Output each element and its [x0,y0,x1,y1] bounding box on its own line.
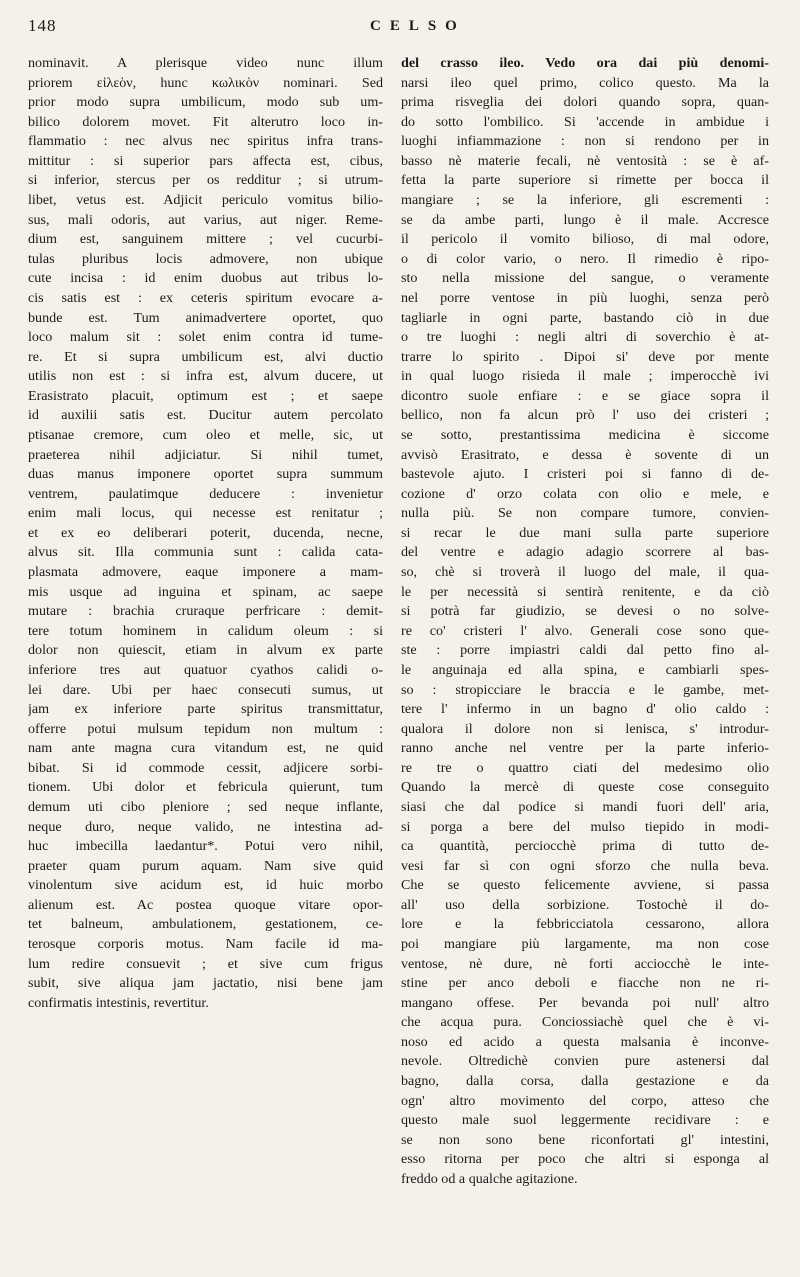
italian-text-line: si porga a bere del mulso tiepido in modi- [401,818,769,835]
italian-text-line: so, chè si troverà il luogo del male, il qua- [401,564,769,581]
italian-text-line: tere l' infermo in un bagno d' olio caldo : [401,701,769,718]
italian-text-line: nevole. Oltredichè convien pure astenersi dal [401,1053,769,1070]
latin-text-line: tere totum hominem in calidum oleum : si [28,622,383,639]
italian-text-line: all' uso della sorbizione. Tostochè il do- [401,896,769,913]
page-header [28,14,772,44]
latin-text-line: neque duro, neque valido, ne intestina ad- [28,818,383,835]
italian-text-line: do sotto l'ombilico. Si 'accende in ambidue i [401,113,769,130]
italian-text-line: re tre o quattro ciati del medesimo olio [401,759,769,776]
italian-text-line: narsi ileo quel primo, colico questo. Ma la [401,74,769,91]
italian-text-line: si recar le due mani sulla parte superiore [401,524,769,541]
latin-text-line: praeter quam purum aquam. Nam sive quid [28,857,383,874]
italian-text-line: le per necessità si sentirà renitente, e da ciò [401,583,769,600]
italian-text-line: nulla più. Se non compare tumore, convien- [401,505,769,522]
latin-text-line: Erasistrato placuit, optimum est ; et saepe [28,387,383,404]
latin-text-line: confirmatis intestinis, revertitur. [28,994,209,1011]
italian-text-line: ste : porre impiastri caldi dal petto fino al- [401,642,769,659]
italian-text-line: che acqua pura. Conciossiachè quel che è vi- [401,1014,769,1031]
italian-text-line: bastevole ajuto. I cristeri poi si fanno di de- [401,466,769,483]
italian-text-line: noso ed acido a questa malsania è inconve- [401,1033,769,1050]
latin-text-line: demum uti cibo pleniore ; sed neque inflante, [28,798,383,815]
italian-text-line: il pericolo il vomito bilioso, di mal odore, [401,231,769,248]
italian-text-line: mangiare ; se la inferiore, gli escrementi : [401,192,769,209]
latin-text-column [28,54,383,1013]
italian-text-line: se da ambe parti, lungo è il male. Accresce [401,211,769,228]
italian-text-line: so : stropicciare le braccia e le gambe, met- [401,681,769,698]
italian-text-line: lore e la febbricciatola cessarono, allora [401,916,769,933]
running-head: CELSO [370,18,466,34]
latin-text-line: si inferior, stercus per os redditur ; si utrum- [28,172,383,189]
latin-text-line: priorem εἰλεὸν, hunc κωλικὸν nominari. Sed [28,74,383,91]
latin-text-line: mis usque ad inguina et spinam, ac saepe [28,583,383,600]
latin-text-line: sus, mali odoris, aut varius, aut niger. Reme- [28,211,383,228]
latin-text-line: dolor non quiescit, etiam in alvum ex parte [28,642,383,659]
latin-text-line: ventrem, paulatimque deducere : invenietur [28,485,383,502]
italian-text-line: cozione d' orzo colata con olio e mele, e [401,485,769,502]
latin-text-line: inferiore tres aut quatuor cyathos calidi o- [28,661,383,678]
italian-text-line: Che se questo felicemente avviene, si passa [401,877,769,894]
latin-text-line: nam ante magna cura vitandum est, ne quid [28,740,383,757]
latin-text-line: tulas pluribus locis admovere, non ubique [28,250,383,267]
latin-text-line: utilis non est : si infra est, alvum ducere, ut [28,368,383,385]
latin-text-line: mutare : brachia cruraque perfricare : demit- [28,603,383,620]
latin-text-line: jam ex inferiore parte spiritus transmittatur, [28,701,383,718]
italian-text-line: ogn' altro movimento del corpo, atteso che [401,1092,769,1109]
italian-text-line: fetta la parte superiore si rimette per bocca il [401,172,769,189]
latin-text-line: nominavit. A plerisque video nunc illum [28,55,383,71]
italian-text-line: freddo od a qualche agitazione. [401,1170,578,1187]
latin-text-line: vinolentum sive acidum est, id huic morbo [28,877,383,894]
italian-text-line: si potrà far giudizio, se devesi o no solve- [401,603,769,620]
latin-text-line: flammatio : nec alvus nec spiritus infra trans- [28,133,383,150]
latin-text-line: duas manus imponere oportet supra summum [28,466,383,483]
italian-text-line: sto nella missione del sangue, o veramente [401,270,769,287]
latin-text-line: plasmata admovere, eaque imponere a mam- [28,564,383,581]
italian-text-line: poi mangiare più largamente, ma non cose [401,936,769,953]
page-number: 148 [28,16,57,35]
latin-text-line: praeterea nihil adjiciatur. Si nihil tumet, [28,446,383,463]
latin-text-line: offerre potui mulsum tepidum non multum : [28,720,383,737]
italian-text-line: re co' cristeri l' alvo. Generali cose sono que- [401,622,769,639]
italian-text-line: in qual luogo risieda il male ; imperocchè ivi [401,368,769,385]
italian-text-line: siasi che dal podice si mandi fuori dell' aria, [401,798,769,815]
latin-text-line: id auxilii satis est. Ducitur autem percolato [28,407,383,424]
latin-text-line: mittitur : si superior pars affecta est, cibus, [28,152,383,169]
italian-text-line: del crasso ileo. Vedo ora dai più denomi- [401,55,769,71]
latin-text-line: huc imbecilla laedantur*. Potui vero nihil, [28,838,383,855]
latin-text-line: bibat. Si id commode cessit, adjicere sorbi- [28,759,383,776]
latin-text-line: et ex eo deliberari poterit, ducenda, necne, [28,524,383,541]
latin-text-line: terosque corporis motus. Nam facile id ma- [28,936,383,953]
latin-text-line: tet balneum, ambulationem, gestationem, ce- [28,916,383,933]
italian-text-line: luoghi infiammazione : non si rendono per in [401,133,769,150]
italian-text-line: mangano offese. Per bevanda poi null' altro [401,994,769,1011]
latin-text-line: ptisanae cremore, cum oleo et melle, sic, ut [28,426,383,443]
italian-text-line: vesi far sì con ogni sforzo che nulla beva. [401,857,769,874]
latin-text-line: alienum est. Ac postea quoque vitare opor- [28,896,383,913]
italian-text-line: o di color vario, o nero. Il rimedio è ripo- [401,250,769,267]
italian-text-line: bellico, non fa alcun prò l' uso dei cristeri ; [401,407,769,424]
latin-text-line: re. Et si supra umbilicum est, alvi ductio [28,348,383,365]
italian-text-line: ca quantità, perciocchè prima di tutto de- [401,838,769,855]
italian-text-line: Quando la mercè di queste cose conseguito [401,779,769,796]
latin-text-line: lum redire consuevit ; et sive cum frigus [28,955,383,972]
italian-text-line: o tre luoghi : negli altri di soverchio è at- [401,329,769,346]
italian-text-line: le anguinaja ed alla spina, e cambiarli spes- [401,661,769,678]
latin-text-line: enim mali locus, qui necesse est renitatur ; [28,505,383,522]
latin-text-line: libet, vetus est. Adjicit periculo vomitus bilio- [28,192,383,209]
italian-text-line: ventose, nè dure, nè forti acciocchè le inte- [401,955,769,972]
latin-text-line: cute incisa : id enim duobus aut tribus lo- [28,270,383,287]
italian-text-line: nel porre ventose in più luoghi, senza però [401,289,769,306]
latin-text-line: alvus sit. Illa communia sunt : calida cata- [28,544,383,561]
italian-text-line: tagliarle in ogni parte, bastando ciò in due [401,309,769,326]
italian-text-line: ranno anche nel ventre per la parte inferio- [401,740,769,757]
latin-text-line: cis satis est : ex ceteris spiritum evocare a- [28,289,383,306]
italian-text-line: se sotto, prestantissima medicina è siccome [401,426,769,443]
italian-text-line: qualora il dolore non si lenisca, s' introdur- [401,720,769,737]
latin-text-line: loco malum sit : solet enim contra id tume- [28,329,383,346]
latin-text-line: subit, sive aliqua jam jactatio, nisi bene jam [28,975,383,992]
italian-text-line: prima risveglia dei dolori quando sopra, quan- [401,94,769,111]
latin-text-line: bunde est. Tum animadvertere oportet, quo [28,309,383,326]
italian-text-line: dicontro suole enfiare : e se giace sopra il [401,387,769,404]
italian-text-line: del ventre e adagio adagio scorrere al bas- [401,544,769,561]
italian-text-line: se non sono bene riconfortati gl' intestini, [401,1131,769,1148]
italian-text-line: questo male suol leggermente recidivare : e [401,1112,769,1129]
italian-text-line: stine per anco deboli e fiacche non ne ri- [401,975,769,992]
latin-text-line: bilico dolorem movet. Fit alterutro loco in- [28,113,383,130]
latin-text-line: prior modo supra umbilicum, modo sub um- [28,94,383,111]
italian-text-line: basso nè materie fecali, nè ventosità : se è af- [401,152,769,169]
italian-text-line: trarre lo spirito . Dipoi si' deve por mente [401,348,769,365]
latin-text-line: tionem. Ubi dolor et febricula quierunt, tum [28,779,383,796]
latin-text-line: lei dare. Ubi per haec consecuti sumus, ut [28,681,383,698]
italian-text-line: bagno, dalla corsa, dalla gestazione e da [401,1073,769,1090]
italian-text-line: avvisò Erasitrato, e dessa è sovente di un [401,446,769,463]
italian-text-line: esso ritorna per poco che altri si esponga al [401,1151,769,1168]
latin-text-line: dium est, sanguinem mittere ; vel cucurbi- [28,231,383,248]
italian-translation-column [401,54,769,1190]
